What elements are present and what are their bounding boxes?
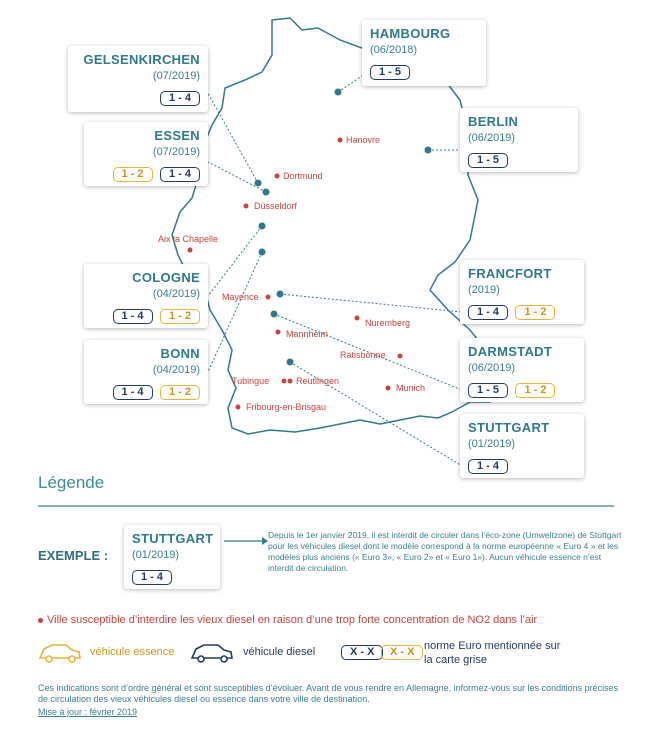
red-dot-text: Ville susceptible d’interdire les vieux diesel en raison d’une trop forte concentration de NO2 dans l’air: [47, 614, 538, 626]
card-city: HAMBOURG: [370, 26, 451, 41]
city-label-dusseldorf: Düsseldorf: [254, 201, 298, 211]
card-date: (06/2019): [468, 132, 516, 144]
essence-badge: 1 - 2: [160, 385, 200, 400]
city-label-aix-la-chapelle: Aix la Chapelle: [158, 234, 219, 244]
diesel-badge: 1 - 5: [468, 383, 508, 398]
example-card: [124, 525, 220, 589]
diesel-badge: 1 - 4: [468, 459, 508, 474]
card-city: BONN: [160, 346, 200, 361]
card-date: (07/2019): [152, 70, 200, 82]
diesel-badge: 1 - 4: [160, 167, 200, 182]
card-date: (2019): [468, 284, 500, 296]
footer-update: Mise à jour : février 2019: [38, 707, 138, 717]
footer-disclaimer: Ces indications sont d’ordre général et sont susceptibles d’évoluer. Avant de vous rendre en Allemagne, informez-vous sur les conditions précises de circulation des vieux véhicules diesel ou essence dans votre ville de destination.: [38, 683, 619, 704]
essence-badge: 1 - 2: [113, 167, 153, 182]
card-bonn: [84, 340, 208, 404]
city-label-munich: Munich: [396, 383, 426, 393]
red-dot-icon: [38, 618, 43, 623]
essence-label: véhicule essence: [90, 646, 175, 658]
city-label-mannheim: Mannheim: [286, 329, 329, 339]
card-hambourg: [362, 20, 486, 86]
city-label-ratisbonne: Ratisbonne: [340, 350, 386, 360]
legend-diesel-badge: X - X: [341, 645, 383, 660]
card-city: COLOGNE: [132, 270, 200, 285]
card-date: (06/2018): [370, 44, 418, 56]
card-essen: [84, 122, 208, 186]
essence-badge: 1 - 2: [515, 305, 555, 320]
diesel-car-icon: [192, 645, 232, 662]
card-city: FRANCFORT: [468, 266, 552, 281]
legend-title: Légende: [38, 473, 105, 492]
card-date: (07/2019): [152, 146, 200, 158]
card-date: (06/2019): [468, 362, 516, 374]
card-date: (04/2019): [152, 288, 200, 300]
card-darmstadt: [460, 338, 584, 402]
city-label-fribourg: Fribourg-en-Brisgau: [246, 402, 327, 412]
red-dot-legend: [38, 614, 537, 626]
card-city: BERLIN: [468, 114, 519, 129]
diesel-badge: 1 - 4: [113, 309, 153, 324]
essence-car-icon: [40, 645, 80, 662]
card-city: STUTTGART: [132, 531, 214, 546]
card-stuttgart: [460, 414, 584, 478]
city-label-mayence: Mayence: [222, 292, 259, 302]
card-date: (01/2019): [132, 549, 180, 561]
card-francfort: [460, 260, 584, 324]
card-cologne: [84, 264, 208, 328]
diesel-badge: 1 - 4: [160, 91, 200, 106]
card-date: (04/2019): [152, 364, 200, 376]
card-city: GELSENKIRCHEN: [83, 52, 200, 67]
city-label-nuremberg: Nuremberg: [365, 318, 411, 328]
city-label-dortmund: Dortmund: [283, 171, 323, 181]
legend-divider: [38, 505, 614, 507]
diesel-badge: 1 - 4: [468, 305, 508, 320]
norme-label-line1: norme Euro mentionnée sur: [424, 640, 561, 652]
diesel-badge: 1 - 5: [370, 65, 410, 80]
city-label-reutlingen: Reutlingen: [296, 376, 340, 386]
card-date: (01/2019): [468, 438, 516, 450]
example-description: Depuis le 1er janvier 2019, il est interdit de circuler dans l’éco-zone (Umweltzone) de Stuttgart pour les véhicules diesel dont le modèle correspond à la norme européenne « Euro 4 » et les modèles plus anciens (« Euro 3», « Euro 2» et « Euro 1»). Aucun véhicule essence n’est interdit de circulation.: [268, 530, 622, 573]
norme-label-line2: la carte grise: [424, 654, 487, 666]
card-berlin: [460, 108, 578, 172]
city-label-hanovre: Hanovre: [346, 135, 381, 145]
essence-badge: 1 - 2: [160, 309, 200, 324]
example-label: EXEMPLE :: [38, 548, 109, 563]
diesel-badge: 1 - 4: [113, 385, 153, 400]
card-city: STUTTGART: [468, 420, 550, 435]
card-city: DARMSTADT: [468, 344, 553, 359]
diesel-badge: 1 - 5: [468, 153, 508, 168]
essence-badge: 1 - 2: [515, 383, 555, 398]
legend-essence-badge: X - X: [381, 645, 423, 660]
card-gelsenkirchen: [68, 46, 208, 112]
diesel-badge: 1 - 4: [132, 570, 172, 585]
card-city: ESSEN: [154, 128, 200, 143]
diesel-label: véhicule diesel: [243, 646, 316, 658]
city-label-tubingue: Tubingue: [232, 376, 270, 386]
